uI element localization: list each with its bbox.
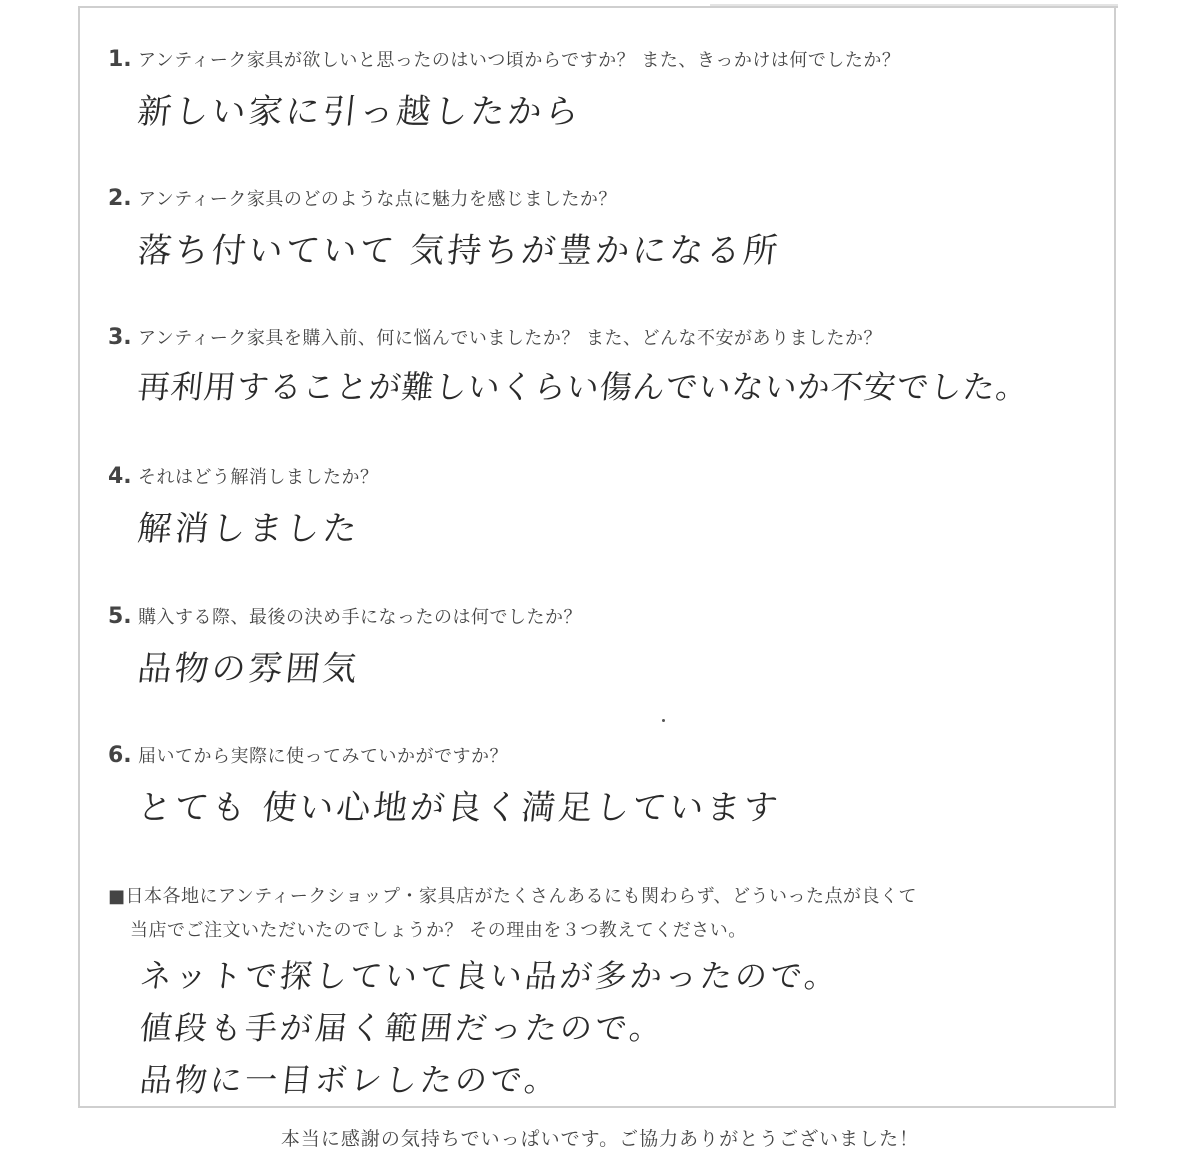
question-number: 6. <box>108 743 132 768</box>
reason-answer-2: 値段も手が届く範囲だったので。 <box>138 1009 667 1047</box>
question-5 <box>108 603 582 690</box>
question-text: アンティーク家具を購入前、何に悩んでいましたか？ また、どんな不安がありましたか？ <box>138 328 883 349</box>
question-text: それはどう解消しましたか？ <box>138 467 379 488</box>
stray-mark <box>662 719 665 722</box>
question-number: 2. <box>108 186 132 211</box>
handwritten-answer: 品物の雰囲気 <box>135 649 362 689</box>
question-number: 3. <box>108 325 132 350</box>
handwritten-answer: 新しい家に引っ越したから <box>135 92 584 132</box>
top-rule-accent <box>710 4 1118 6</box>
handwritten-answer: 再利用することが難しいくらい傷んでいないか不安でした。 <box>135 368 1031 406</box>
question-2 <box>108 185 781 272</box>
question-text: アンティーク家具のどのような点に魅力を感じましたか？ <box>138 189 617 210</box>
reasons-question-line-1: ■日本各地にアンティークショップ・家具店がたくさんあるにも関わらず、どういった点が良くて <box>108 886 918 907</box>
question-number: 5. <box>108 604 132 629</box>
reasons-section <box>108 880 917 1106</box>
question-number: 1. <box>108 47 132 72</box>
question-3 <box>108 324 1029 408</box>
question-4 <box>108 463 379 550</box>
reason-answer-3: 品物に一目ボレしたので。 <box>138 1061 562 1099</box>
reasons-answers <box>140 950 917 1106</box>
question-text: 購入する際、最後の決め手になったのは何でしたか？ <box>138 607 582 628</box>
reasons-question <box>108 880 917 948</box>
question-number: 4. <box>108 464 132 489</box>
handwritten-answer: 落ち付いていて 気持ちが豊かになる所 <box>135 231 783 271</box>
thank-you-footer: 本当に感謝の気持ちでいっぱいです。ご協力ありがとうございました！ <box>280 1128 920 1150</box>
handwritten-answer: とても 使い心地が良く満足しています <box>135 788 783 828</box>
reason-answer-1: ネットで探していて良い品が多かったので。 <box>138 957 842 995</box>
question-1 <box>108 46 900 133</box>
handwritten-answer: 解消しました <box>135 509 362 549</box>
reasons-question-line-2: 当店でご注文いただいたのでしょうか？ その理由を３つ教えてください。 <box>130 920 747 941</box>
question-text: アンティーク家具が欲しいと思ったのはいつ頃からですか？ また、きっかけは何でしたか？ <box>138 50 901 71</box>
question-text: 届いてから実際に使ってみていかがですか？ <box>138 746 508 767</box>
question-6 <box>108 742 781 829</box>
